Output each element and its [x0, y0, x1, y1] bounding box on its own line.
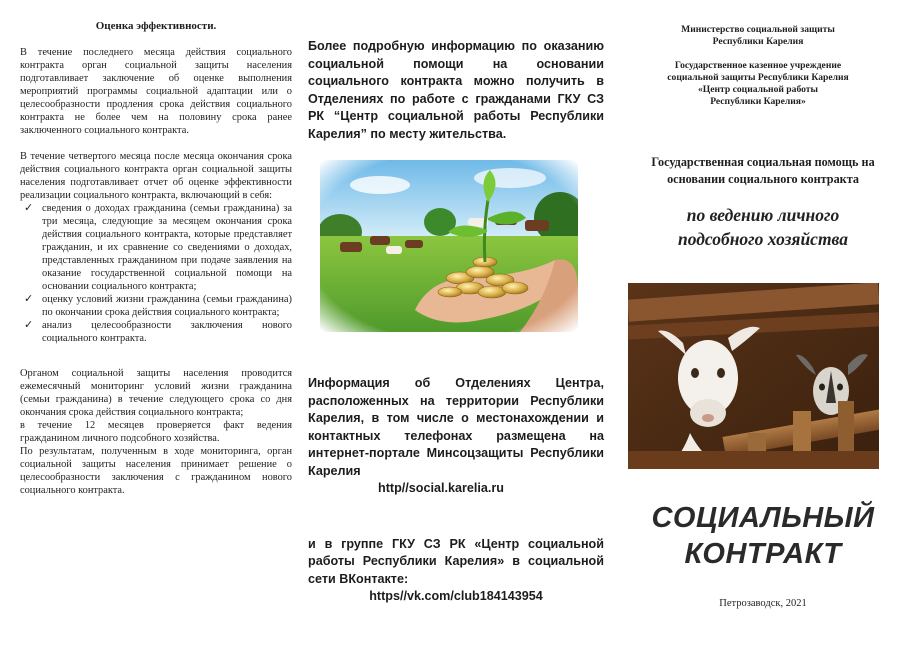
- institution-line-2: социальной защиты Республики Карелия: [667, 72, 849, 83]
- checkmark-icon: ✓: [24, 319, 34, 331]
- city-year: Петрозаводск, 2021: [719, 598, 807, 609]
- program-title-line-2: основании социального контракта: [667, 171, 859, 186]
- ministry-name-line-2: Республики Карелия: [712, 36, 804, 47]
- portal-link[interactable]: http//social.karelia.ru: [378, 481, 504, 495]
- decision-paragraph: По результатам, полученным в ходе мониторинга, орган социальной защиты населения принимает решение о целесообразности заключения с гражданином нового социального контракта.: [20, 446, 292, 496]
- info-paragraph-offices: Более подробную информацию по оказанию социальной помощи на основании социального контракта можно получить в Отделениях по работе с гражданами ГКУ СЗ РК “Центр социальной работы Республики Карелия” по месту жительства.: [308, 39, 604, 141]
- document-title-line-2: КОНТРАКТ: [684, 538, 842, 570]
- column-evaluation: [0, 0, 300, 649]
- list-item-text: анализ целесообразности заключения нового социального контракта.: [42, 320, 292, 344]
- evaluation-paragraph-1: В течение последнего месяца действия социального контракта орган социальной защиты населения подготавливает заключение об оценке выполнения мероприятий программы социальной адаптации или о целесообразности продления срока действия социального контракта не более чем на половину срока ранее заключенного социального контракта.: [20, 47, 292, 136]
- program-subtitle-line-1: по ведению личного: [686, 205, 840, 225]
- program-subtitle-line-2: подсобного хозяйства: [677, 229, 849, 249]
- coins-sprout-pasture-image: [320, 160, 578, 332]
- list-item-text: сведения о доходах гражданина (семьи гражданина) за три месяца, следующие за месяцем окончания срока действия социального контракта, которые представляет гражданин, и их сравнение со сведениями о доходах, представленных гражданином при подаче заявления на оказание государственной социальной помощи на основании социального контракта;: [42, 203, 292, 292]
- vk-link[interactable]: https//vk.com/club184143954: [369, 589, 543, 603]
- program-subtitle: [618, 203, 908, 251]
- goats-image: [628, 283, 879, 469]
- institution-line-4: Республики Карелия»: [710, 96, 806, 107]
- monitoring-paragraph: Органом социальной защиты населения проводится ежемесячный мониторинг условий жизни гражданина (семьи гражданина) в течение следующего срока со дня окончания срока действия социального контракта;: [20, 368, 292, 418]
- institution-line-1: Государственное казенное учреждение: [674, 60, 842, 71]
- ministry-header: [628, 24, 888, 108]
- program-title-line-1: Государственная социальная помощь на: [651, 155, 875, 169]
- document-title-line-1: СОЦИАЛЬНЫЙ: [651, 502, 875, 534]
- info-paragraph-portal: Информация об Отделениях Центра, расположенных на территории Республики Карелия, в том числе о местонахождении и контактных телефонах размещена на интернет-портале Минсоцзащиты Республики Карелия: [308, 376, 604, 478]
- list-item: [24, 319, 292, 345]
- list-item: [24, 202, 292, 293]
- list-item: [24, 293, 292, 319]
- program-title: [618, 154, 908, 187]
- evaluation-list: [20, 202, 292, 345]
- evaluation-title: Оценка эффективности.: [95, 20, 217, 32]
- ministry-name-line-1: Министерство социальной защиты: [681, 24, 835, 35]
- list-item-text: оценку условий жизни гражданина (семьи гражданина) по окончании срока действия социального контракта;: [42, 294, 292, 318]
- verification-paragraph: в течение 12 месяцев проверяется факт ведения гражданином личного подсобного хозяйства.: [20, 420, 292, 444]
- evaluation-paragraph-2: В течение четвертого месяца после месяца окончания срока действия социального контракта орган социальной защиты населения подготавливает отчет об оценке эффективности реализации социального контракта, включающий в себя:: [20, 151, 292, 201]
- checkmark-icon: ✓: [24, 202, 34, 214]
- document-title: [618, 500, 908, 572]
- checkmark-icon: ✓: [24, 293, 34, 305]
- info-paragraph-vk: и в группе ГКУ СЗ РК «Центр социальной работы Республики Карелия» в социальной сети ВКонтакте:: [308, 536, 604, 586]
- institution-line-3: «Центр социальной работы: [698, 84, 818, 95]
